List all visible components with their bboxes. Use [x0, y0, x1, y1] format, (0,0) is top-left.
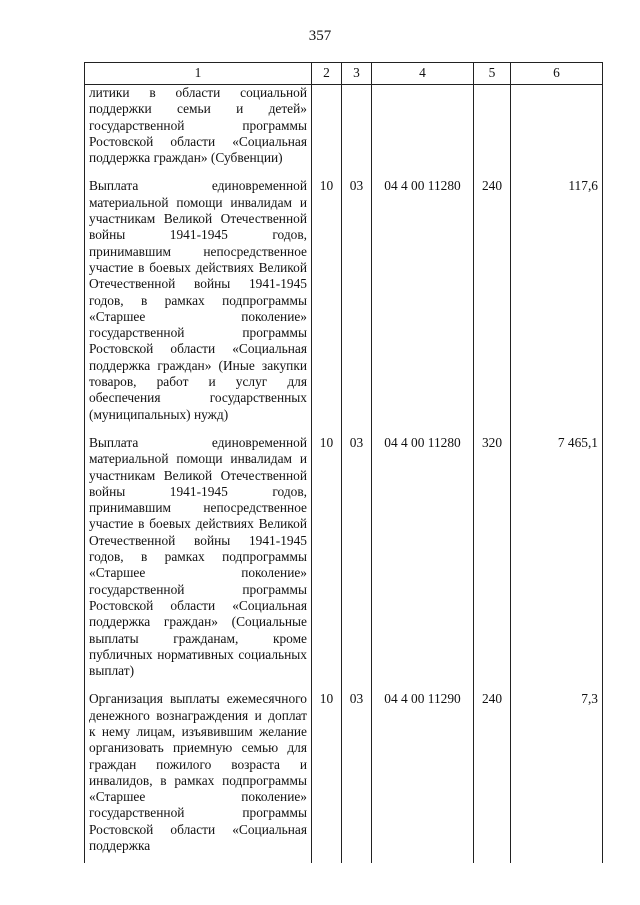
- row-section: 10: [312, 432, 342, 688]
- row-subsection: 03: [342, 688, 372, 863]
- row-target-article: 04 4 00 11280: [372, 175, 474, 431]
- column-header-4: 4: [372, 63, 474, 85]
- row-amount: 117,6: [511, 175, 603, 431]
- table-row: [85, 432, 603, 688]
- row-amount: [511, 85, 603, 176]
- table-row: [85, 85, 603, 176]
- table-header-row: [85, 63, 603, 85]
- row-section: 10: [312, 175, 342, 431]
- table-row: [85, 688, 603, 863]
- row-section: 10: [312, 688, 342, 863]
- column-header-3: 3: [342, 63, 372, 85]
- row-subsection: 03: [342, 175, 372, 431]
- row-expense-type: 240: [474, 688, 511, 863]
- column-header-1: 1: [85, 63, 312, 85]
- row-description: литики в области социальной поддержки семьи и детей» государственной программы Ростовской области «Социальная поддержка граждан» (Субвенции): [85, 85, 312, 176]
- row-amount: 7,3: [511, 688, 603, 863]
- page-number: 357: [308, 28, 332, 44]
- row-subsection: [342, 85, 372, 176]
- row-section: [312, 85, 342, 176]
- row-expense-type: [474, 85, 511, 176]
- budget-table: [84, 62, 603, 863]
- row-target-article: [372, 85, 474, 176]
- row-subsection: 03: [342, 432, 372, 688]
- table-row: [85, 175, 603, 431]
- column-header-2: 2: [312, 63, 342, 85]
- row-expense-type: 320: [474, 432, 511, 688]
- row-expense-type: 240: [474, 175, 511, 431]
- column-header-6: 6: [511, 63, 603, 85]
- row-amount: 7 465,1: [511, 432, 603, 688]
- row-target-article: 04 4 00 11290: [372, 688, 474, 863]
- column-header-5: 5: [474, 63, 511, 85]
- row-description: Организация выплаты ежемесячного денежного вознаграждения и доплат к нему лицам, изъявившим желание организовать приемную семью для граждан пожилого возраста и инвалидов, в рамках подпрограммы «Старшее поколение» государственной программы Ростовской области «Социальная поддержка: [85, 688, 312, 863]
- row-description: Выплата единовременной материальной помощи инвалидам и участникам Великой Отечественной войны 1941-1945 годов, принимавшим непосредственное участие в боевых действиях Великой Отечественной войны 1941-1945 годов, в рамках подпрограммы «Старшее поколение» государственной программы Ростовской области «Социальная поддержка граждан» (Социальные выплаты гражданам, кроме публичных нормативных социальных выплат): [85, 432, 312, 688]
- row-description: Выплата единовременной материальной помощи инвалидам и участникам Великой Отечественной войны 1941-1945 годов, принимавшим непосредственное участие в боевых действиях Великой Отечественной войны 1941-1945 годов, в рамках подпрограммы «Старшее поколение» государственной программы Ростовской области «Социальная поддержка граждан» (Иные закупки товаров, работ и услуг для обеспечения государственных (муниципальных) нужд): [85, 175, 312, 431]
- row-target-article: 04 4 00 11280: [372, 432, 474, 688]
